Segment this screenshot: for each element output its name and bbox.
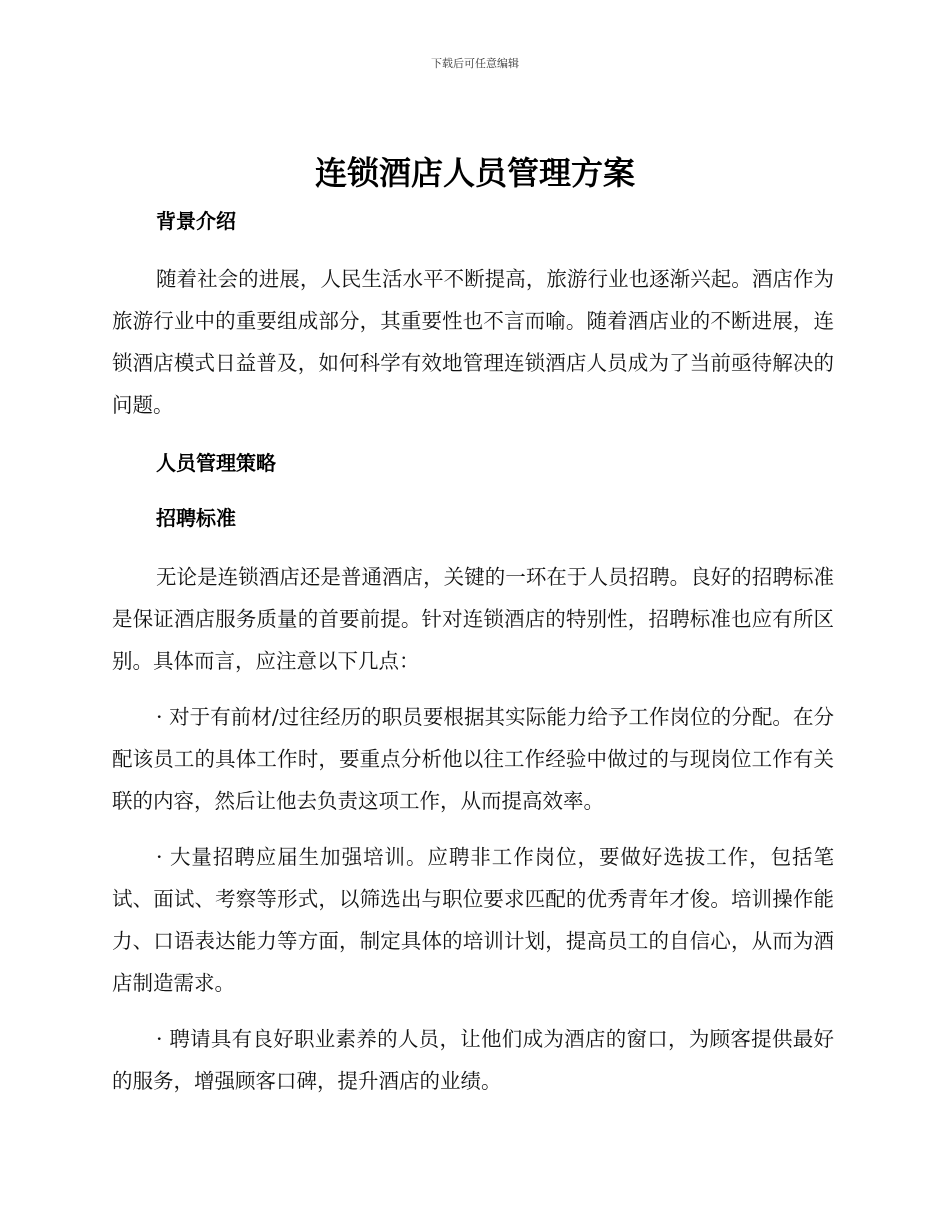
bullet-item-graduate-training: · 大量招聘应届生加强培训。应聘非工作岗位，要做好选拔工作，包括笔试、面试、考察等形式，以筛选出与职位要求匹配的优秀青年才俊。培训操作能力、口语表达能力等方面，制定具体的培训计划，提高员工的自信心，从而为酒店制造需求。 [112, 845, 834, 995]
section-heading-staff-management: 人员管理策略 [156, 451, 276, 475]
recruitment-intro-paragraph: 无论是连锁酒店还是普通酒店，关键的一环在于人员招聘。良好的招聘标准是保证酒店服务质量的首要前提。针对连锁酒店的特别性，招聘标准也应有所区别。具体而言，应注意以下几点： [112, 565, 834, 673]
section-heading-recruitment: 招聘标准 [156, 506, 236, 530]
bullet-item-professional-staff: · 聘请具有良好职业素养的人员，让他们成为酒店的窗口，为顾客提供最好的服务，增强顾客口碑，提升酒店的业绩。 [112, 1027, 834, 1093]
bullet-item-experienced-staff: · 对于有前材/过往经历的职员要根据其实际能力给予工作岗位的分配。在分配该员工的具体工作时，要重点分析他以往工作经验中做过的与现岗位工作有关联的内容，然后让他去负责这项工作，从而提高效率。 [112, 705, 834, 813]
page-title: 连锁酒店人员管理方案 [314, 154, 635, 192]
document-body [112, 204, 834, 1102]
section-heading-background: 背景介绍 [156, 209, 236, 233]
header-note: 下载后可任意编辑 [431, 57, 519, 70]
background-paragraph: 随着社会的进展，人民生活水平不断提高，旅游行业也逐渐兴起。酒店作为旅游行业中的重要组成部分，其重要性也不言而喻。随着酒店业的不断进展，连锁酒店模式日益普及，如何科学有效地管理连锁酒店人员成为了当前亟待解决的问题。 [112, 267, 834, 417]
